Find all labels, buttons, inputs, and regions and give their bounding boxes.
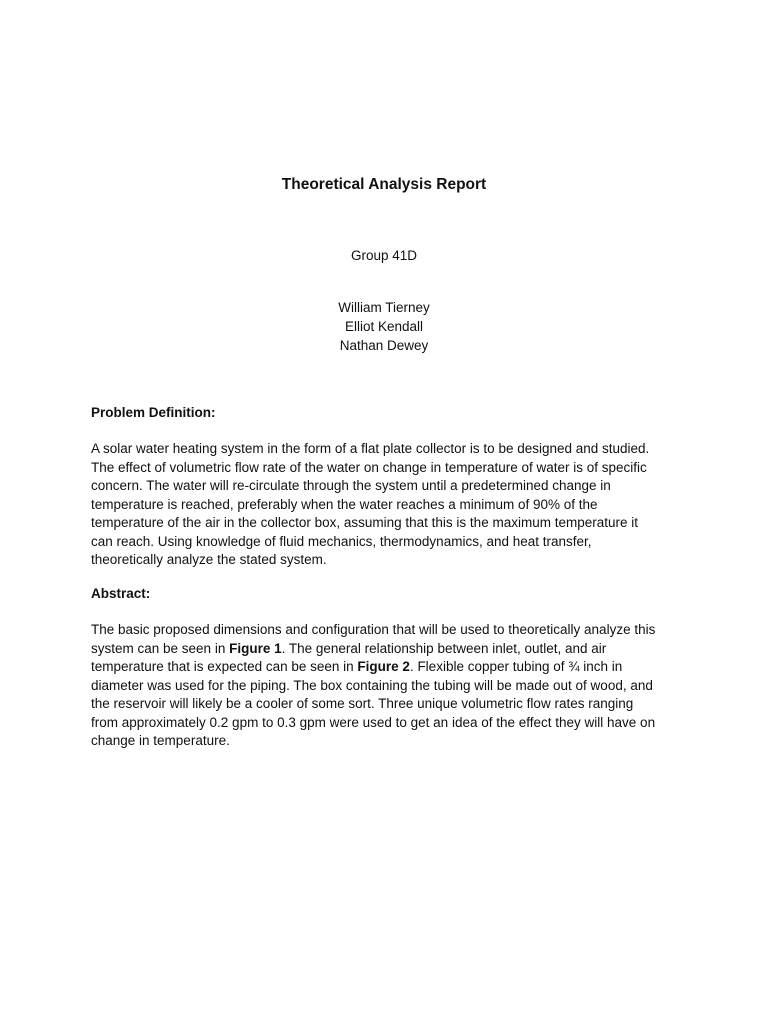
paragraph-line: the reservoir will likely be a cooler of some sort. Three unique volumetric flow rates ranging bbox=[91, 696, 634, 711]
paragraph-line bbox=[91, 658, 691, 677]
abstract-paragraph bbox=[91, 621, 691, 751]
line-text: . Flexible copper tubing of ¾ inch in bbox=[409, 659, 623, 674]
paragraph-line: concern. The water will re-circulate through the system until a predetermined change in bbox=[91, 478, 611, 493]
paragraph-line: can reach. Using knowledge of fluid mechanics, thermodynamics, and heat transfer, bbox=[91, 533, 592, 549]
problem-definition-paragraph bbox=[91, 440, 691, 570]
paragraph-line: temperature of the air in the collector box, assuming that this is the maximum temperature it bbox=[91, 515, 638, 530]
author-name: Nathan Dewey bbox=[339, 338, 429, 353]
paragraph-line: from approximately 0.2 gpm to 0.3 gpm were used to get an idea of the effect they will have on bbox=[91, 714, 656, 730]
paragraph-line: diameter was used for the piping. The box containing the tubing will be made out of wood, and bbox=[91, 677, 653, 693]
line-text: system can be seen in bbox=[91, 640, 230, 656]
paragraph-line: change in temperature. bbox=[91, 733, 230, 748]
paragraph-line: temperature is reached, preferably when the water reaches a minimum of 90% of the bbox=[91, 496, 598, 512]
problem-definition-heading: Problem Definition: bbox=[91, 405, 216, 420]
paragraph-line bbox=[91, 640, 691, 659]
paragraph-line: A solar water heating system in the form of a flat plate collector is to be designed and studied. bbox=[91, 441, 650, 456]
group-label: Group 41D bbox=[350, 248, 418, 263]
abstract-heading: Abstract: bbox=[91, 586, 151, 601]
paragraph-line: The effect of volumetric flow rate of the water on change in temperature of water is of specific bbox=[91, 459, 647, 475]
author-name: Elliot Kendall bbox=[344, 319, 424, 334]
figure-1-reference: Figure 1 bbox=[229, 640, 282, 656]
author-name: William Tierney bbox=[338, 300, 430, 315]
paragraph-line: theoretically analyze the stated system. bbox=[91, 552, 327, 567]
line-text: temperature that is expected can be seen in bbox=[91, 659, 358, 674]
line-text: . The general relationship between inlet, outlet, and air bbox=[281, 640, 607, 656]
paragraph-line: The basic proposed dimensions and configuration that will be used to theoretically analyze this bbox=[91, 622, 656, 637]
report-title: Theoretical Analysis Report bbox=[281, 176, 487, 193]
author-list bbox=[0, 298, 768, 355]
figure-2-reference: Figure 2 bbox=[357, 659, 410, 674]
